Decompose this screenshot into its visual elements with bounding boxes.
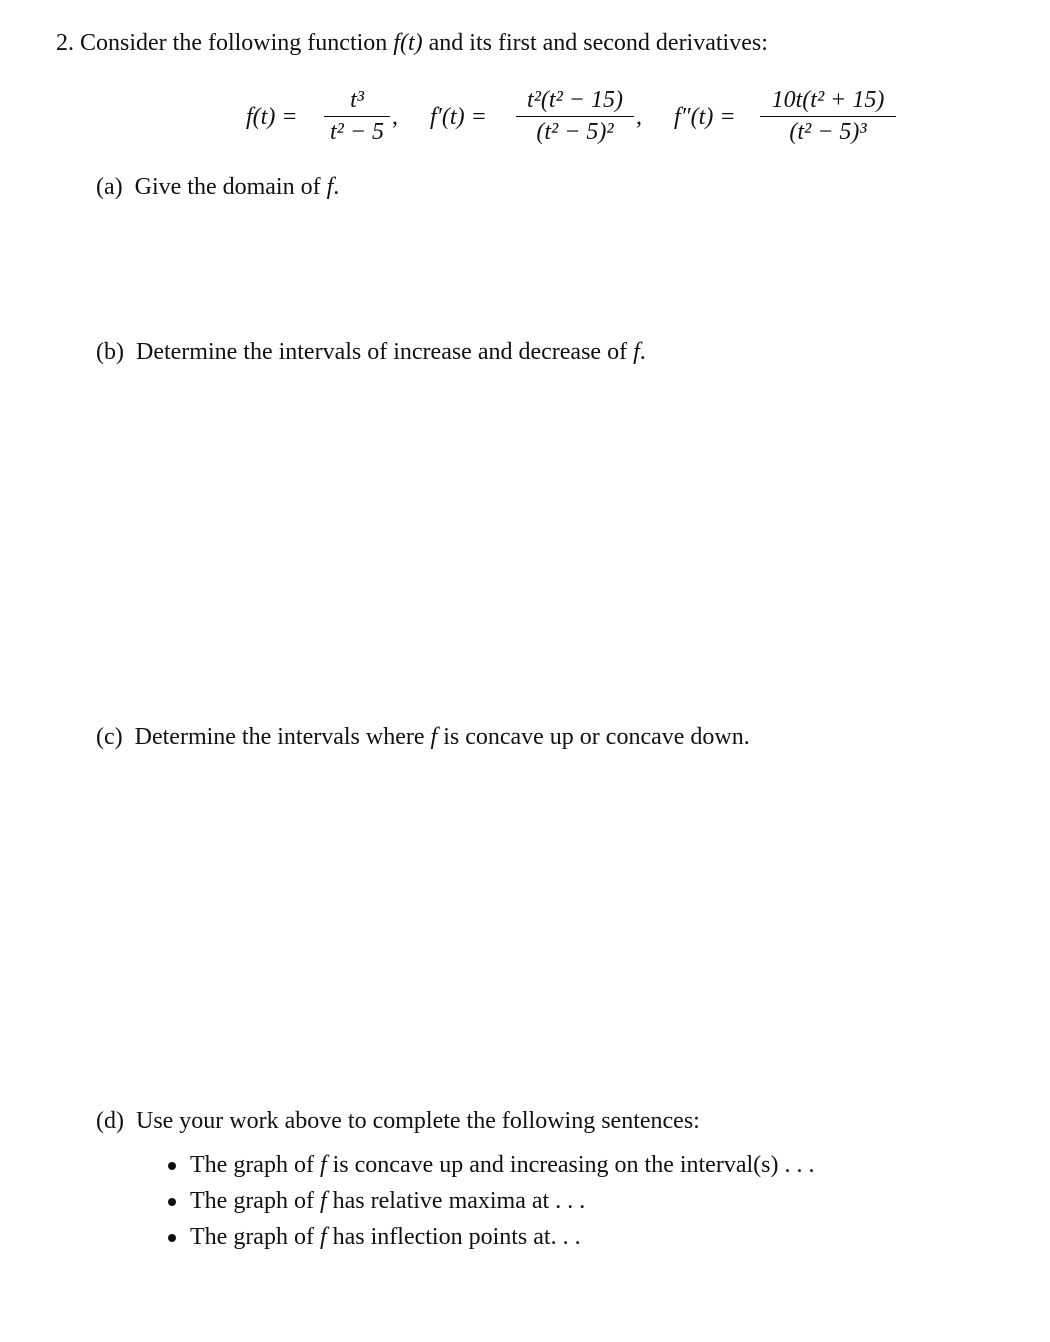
- f-double-prime-fraction: [760, 87, 896, 145]
- f-prime-denominator: (t² − 5)²: [536, 119, 614, 145]
- f-fraction: [324, 87, 390, 145]
- intro-text: Consider the following function: [80, 30, 388, 56]
- part-label: (a): [96, 174, 123, 200]
- function-symbol: f: [319, 1188, 327, 1214]
- part-label: (c): [96, 724, 123, 750]
- part-a: (a) Give the domain of f.: [96, 174, 340, 200]
- list-item: The graph of f is concave up and increasing on the interval(s) . . .: [190, 1147, 814, 1183]
- fraction-bar: [760, 116, 896, 117]
- f-double-prime-numerator: 10t(t² + 15): [771, 87, 885, 113]
- part-d-text: Use your work above to complete the following sentences:: [135, 1108, 700, 1134]
- part-b: (b) Determine the intervals of increase and decrease of f.: [96, 339, 646, 365]
- function-symbol: f: [430, 724, 438, 750]
- part-label: (b): [96, 339, 124, 365]
- f-lhs: f(t) =: [246, 104, 298, 130]
- f-double-prime-denominator: (t² − 5)³: [789, 119, 867, 145]
- f-double-prime-lhs: f″(t) =: [674, 104, 736, 130]
- part-c-text-end: is concave up or concave down.: [443, 724, 750, 750]
- fraction-bar: [324, 116, 390, 117]
- comma: ,: [392, 104, 398, 130]
- intro-text-end: and its first and second derivatives:: [428, 30, 768, 56]
- problem-number: 2.: [56, 30, 74, 56]
- part-a-text: Give the domain of: [134, 174, 321, 200]
- f-prime-lhs: f′(t) =: [430, 104, 487, 130]
- part-c: [96, 724, 750, 751]
- f-prime-fraction: [516, 87, 634, 145]
- part-d-bullet-list: [190, 1147, 814, 1255]
- part-label: (d): [96, 1108, 124, 1134]
- f-prime-numerator: t²(t² − 15): [527, 87, 623, 113]
- function-symbol: f: [326, 174, 334, 200]
- function-symbol: f(t): [393, 30, 423, 56]
- part-d: [96, 1108, 700, 1135]
- comma: ,: [636, 104, 642, 130]
- f-denominator: t² − 5: [329, 119, 385, 145]
- list-item: The graph of f has relative maxima at . . .: [190, 1183, 814, 1219]
- part-b-text: Determine the intervals of increase and decrease of: [135, 339, 628, 365]
- function-symbol: f: [319, 1224, 327, 1250]
- fraction-bar: [516, 116, 634, 117]
- part-c-text: Determine the intervals where: [134, 724, 425, 750]
- function-symbol: f: [319, 1152, 327, 1178]
- problem-statement: [56, 30, 768, 57]
- f-numerator: t³: [350, 87, 364, 113]
- function-symbol: f: [633, 339, 640, 365]
- list-item: The graph of f has inflection points at. . .: [190, 1219, 814, 1255]
